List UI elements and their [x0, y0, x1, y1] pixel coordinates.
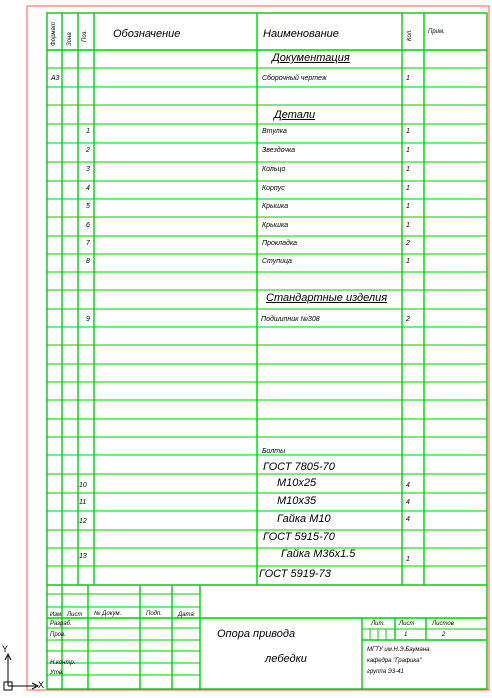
bearing-name: Подшипник №308 — [261, 316, 320, 323]
header-name: Наименование — [263, 28, 339, 40]
part-pos: 3 — [86, 166, 90, 173]
nut2-pos: 13 — [79, 553, 87, 560]
bolt-2-name: М10х35 — [277, 495, 317, 507]
part-name: Крышка — [262, 203, 289, 210]
stamp-date: Дата — [178, 612, 194, 618]
part-name: Втулка — [262, 128, 287, 135]
section-parts: Детали — [274, 109, 316, 121]
nut2-name: Гайка М36х1.5 — [281, 548, 356, 560]
bolt-1-pos: 10 — [79, 482, 87, 489]
nut2-qty: 1 — [406, 556, 410, 563]
spec-grid — [47, 13, 487, 689]
stamp-org-3: группа Э3-41 — [367, 669, 404, 675]
part-name: Звездочка — [262, 147, 296, 154]
bolt-1-qty: 4 — [406, 482, 410, 489]
part-pos: 8 — [86, 258, 90, 265]
part-qty: 2 — [406, 240, 410, 247]
header-format: Формат — [51, 22, 57, 46]
stamp-developed: Разраб. — [50, 621, 72, 627]
section-documentation: Документация — [272, 52, 350, 64]
stamp-org-1: МГТУ им.Н.Э.Баумана — [367, 647, 430, 653]
nut-gost: ГОСТ 5915-70 — [263, 531, 335, 543]
part-qty: 1 — [406, 203, 410, 210]
header-qty: Кол. — [407, 29, 413, 41]
doc-row-qty: 1 — [406, 75, 410, 82]
part-qty: 1 — [406, 258, 410, 265]
stamp-approved: Утв. — [50, 670, 64, 676]
part-qty: 1 — [406, 222, 410, 229]
header-pos: Поз. — [82, 29, 88, 42]
bolts-gost1: ГОСТ 7805-70 — [263, 461, 335, 473]
part-name: Прокладка — [262, 240, 298, 247]
drawing-frame — [47, 13, 487, 689]
header-designation: Обозначение — [113, 28, 181, 40]
sheet-border — [27, 6, 489, 690]
stamp-checked: Пров. — [50, 632, 66, 638]
part-pos: 1 — [86, 128, 90, 135]
bolt-2-qty: 4 — [406, 499, 410, 506]
part-pos: 7 — [86, 240, 90, 247]
bearing-pos: 9 — [86, 316, 90, 323]
part-qty: 1 — [406, 185, 410, 192]
doc-row-name: Сборочный чертеж — [262, 75, 327, 82]
header-note: Прим. — [428, 29, 445, 35]
nut-name: Гайка М10 — [277, 513, 331, 525]
stamp-izm: Изм. — [50, 612, 63, 618]
stamp-sheet: Лист — [399, 621, 415, 627]
bolt-1-name: М10х25 — [277, 477, 317, 489]
part-pos: 4 — [86, 185, 90, 192]
bolt-2-pos: 11 — [79, 499, 87, 506]
stamp-sign: Подп. — [146, 611, 162, 617]
stamp-title-2: лебедки — [265, 653, 307, 665]
stamp-org-2: кафедра "Графика" — [367, 658, 422, 664]
part-name: Корпус — [262, 185, 285, 192]
nut-pos: 12 — [79, 518, 87, 525]
ucs-x-label: X — [38, 680, 45, 690]
header-zone: Зона — [67, 32, 73, 46]
part-name: Кольцо — [262, 166, 286, 173]
stamp-docno: № Докум. — [94, 611, 122, 617]
stamp-sheets: Листов — [432, 621, 454, 627]
stamp-sheet-no: 1 — [404, 632, 408, 638]
stamp-sheets-no: 2 — [442, 632, 446, 638]
part-qty: 1 — [406, 128, 410, 135]
stamp-list: Лист — [67, 612, 83, 618]
bearing-qty: 2 — [406, 316, 410, 323]
stamp-title-1: Опора привода — [217, 628, 296, 640]
nut-qty: 4 — [406, 516, 410, 523]
part-qty: 1 — [406, 166, 410, 173]
stamp-ncontrol: Н.контр. — [50, 660, 76, 666]
doc-row-format: А3 — [51, 75, 60, 82]
section-standard: Стандартные изделия — [266, 292, 388, 304]
part-pos: 6 — [86, 222, 90, 229]
part-qty: 1 — [406, 147, 410, 154]
part-pos: 2 — [86, 147, 90, 154]
bolts-title: Болты — [262, 448, 286, 455]
nut2-gost: ГОСТ 5919-73 — [259, 568, 331, 580]
ucs-icon — [4, 654, 38, 690]
part-name: Ступица — [262, 258, 292, 265]
part-name: Крышка — [262, 222, 289, 229]
part-pos: 5 — [86, 203, 90, 210]
stamp-lit: Лит. — [371, 621, 386, 627]
ucs-y-label: Y — [2, 644, 9, 654]
